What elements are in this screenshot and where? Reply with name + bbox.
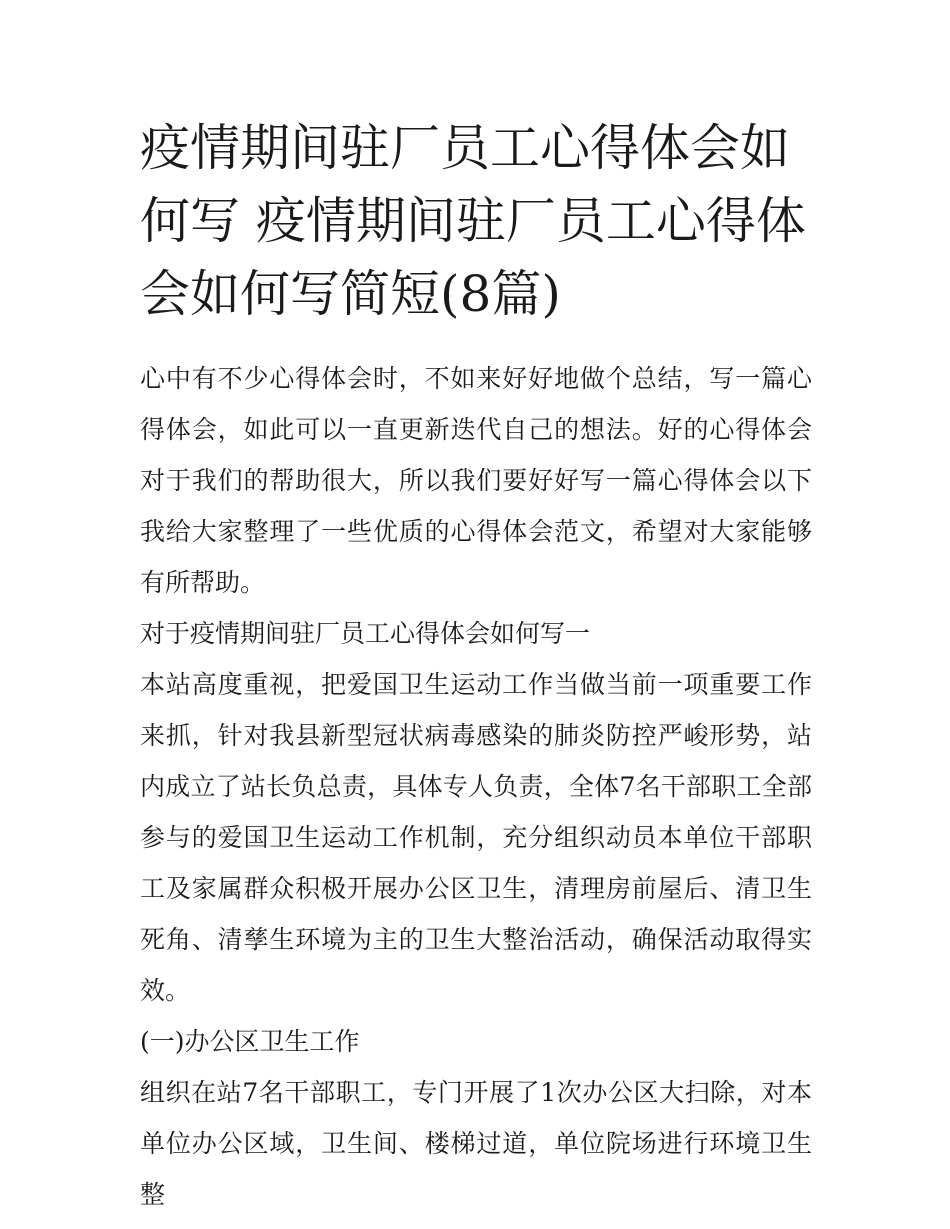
body-paragraph: 组织在站7名干部职工，专门开展了1次办公区大扫除，对本单位办公区域，卫生间、楼梯过道，单位院场进行环境卫生整 — [140, 1078, 812, 1209]
document-title: 疫情期间驻厂员工心得体会如何写 疫情期间驻厂员工心得体会如何写简短(8篇) — [140, 119, 806, 323]
intro-paragraph: 心中有不少心得体会时，不如来好好地做个总结，写一篇心得体会，如此可以一直更新迭代自己的想法。好的心得体会对于我们的帮助很大，所以我们要好好写一篇心得体会以下我给大家整理了一些优质的心得体会范文，希望对大家能够有所帮助。 — [140, 364, 812, 597]
section-heading: 对于疫情期间驻厂员工心得体会如何写一 — [140, 619, 591, 648]
body-paragraph: 本站高度重视，把爱国卫生运动工作当做当前一项重要工作来抓，针对我县新型冠状病毒感染的肺炎防控严峻形势，站内成立了站长负总责，具体专人负责，全体7名干部职工全部参与的爱国卫生运动工作机制，充分组织动员本单位干部职工及家属群众积极开展办公区卫生，清理房前屋后、清卫生死角、清孳生环境为主的卫生大整治活动，确保活动取得实效。 — [140, 670, 812, 1005]
document-body — [140, 353, 812, 1220]
subsection-heading: (一)办公区卫生工作 — [140, 1027, 360, 1056]
document-page — [140, 112, 812, 1220]
